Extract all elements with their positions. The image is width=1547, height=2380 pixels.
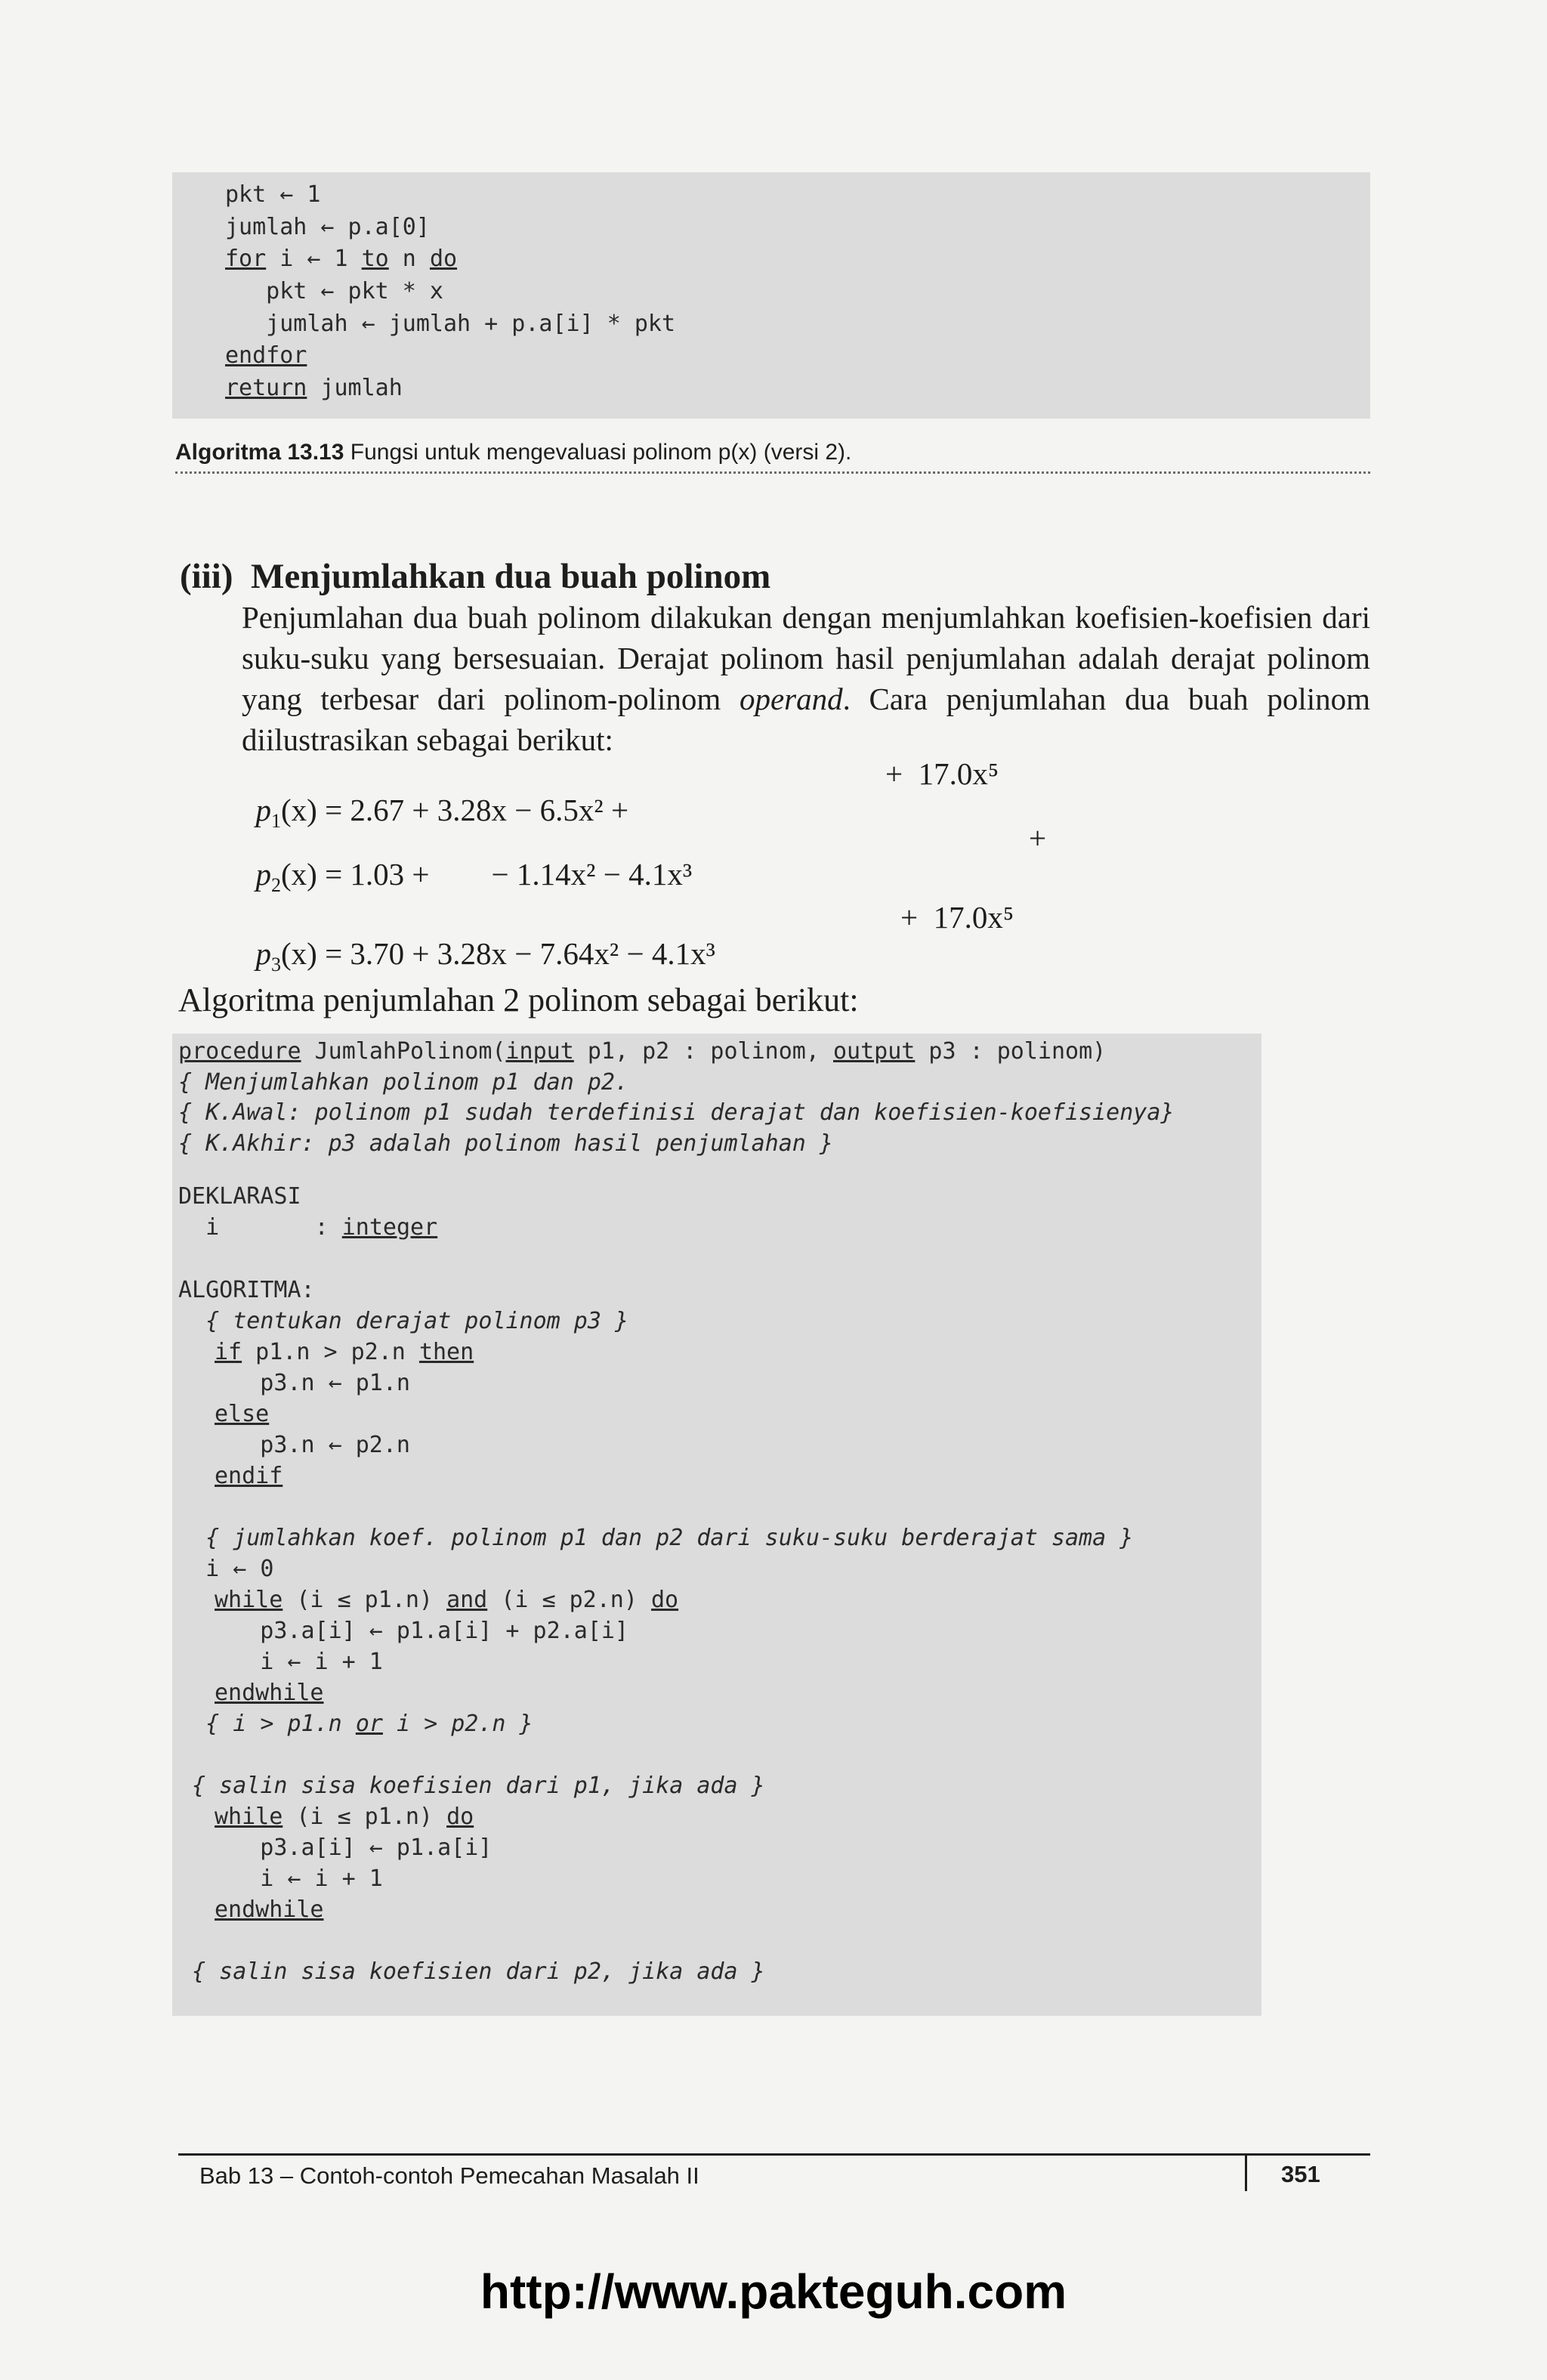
code-text: p1, p2 : polinom, — [573, 1038, 833, 1065]
keyword-and: and — [446, 1587, 488, 1613]
algorithm-13-13-caption — [175, 440, 1370, 474]
comment-line: { K.Akhir: p3 adalah polinom hasil penjumlahan } — [178, 1130, 833, 1157]
code-line: p3.a[i] ← p1.a[i] — [192, 1834, 493, 1861]
footer-chapter: Bab 13 – Contoh-contoh Pemecahan Masalah II — [199, 2162, 699, 2189]
comment-line: { salin sisa koefisien dari p1, jika ada } — [178, 1773, 765, 1799]
eq-rhs: = 1.03 + − 1.14x² − 4.1x³ — [317, 857, 693, 892]
section-heading: (iii) Menjumlahkan dua buah polinom — [180, 557, 771, 596]
code-line — [215, 1337, 474, 1368]
keyword-while: while — [215, 1804, 283, 1830]
code-line: p3.n ← p1.n — [192, 1370, 410, 1396]
comment-line: { jumlahkan koef. polinom p1 dan p2 dari suku-suku berderajat sama } — [178, 1525, 1134, 1551]
code-line: i ← 0 — [178, 1556, 274, 1582]
comment-text: i > p2.n } — [382, 1711, 533, 1737]
code-line: pkt ← 1 — [225, 181, 321, 208]
keyword-to: to — [361, 246, 389, 272]
comment-line: { Menjumlahkan polinom p1 dan p2. — [178, 1069, 629, 1096]
keyword-or: or — [355, 1711, 383, 1737]
eq-rhs: = 2.67 + 3.28x − 6.5x² + — [317, 793, 629, 827]
code-line — [215, 1585, 678, 1615]
code-line: jumlah ← p.a[0] — [225, 214, 430, 240]
keyword-while: while — [215, 1587, 283, 1613]
footer-divider — [1245, 2155, 1247, 2191]
section-paragraph — [242, 597, 1370, 760]
code-line: p3.a[i] ← p1.a[i] + p2.a[i] — [192, 1618, 628, 1644]
eq-subscript: 3 — [271, 954, 281, 976]
equation-p3-tail: + 17.0x⁵ — [900, 900, 1014, 935]
comment-line: { salin sisa koefisien dari p2, jika ada } — [178, 1958, 765, 1985]
keyword-for: for — [225, 246, 267, 272]
code-text: p1.n > p2.n — [242, 1339, 419, 1365]
code-line: i ← i + 1 — [192, 1649, 383, 1675]
keyword-input: input — [505, 1038, 574, 1065]
eq-subscript: 2 — [271, 874, 281, 897]
comment-line — [178, 1709, 533, 1739]
code-line: else — [215, 1401, 270, 1427]
eq-rhs: = 3.70 + 3.28x − 7.64x² − 4.1x³ — [317, 936, 715, 971]
code-line — [178, 1213, 437, 1243]
keyword-return: return — [225, 375, 307, 401]
code-line: pkt ← pkt * x — [225, 278, 443, 304]
code-text: (i ≤ p1.n) — [283, 1587, 447, 1613]
keyword-do: do — [651, 1587, 679, 1613]
caption-text: Fungsi untuk mengevaluasi polinom p(x) (versi 2). — [350, 440, 852, 465]
code-line: i ← i + 1 — [192, 1865, 383, 1892]
keyword-procedure: procedure — [178, 1038, 301, 1065]
code-line: p3.n ← p2.n — [192, 1432, 410, 1458]
code-line: endfor — [225, 342, 307, 369]
code-line: DEKLARASI — [178, 1183, 301, 1210]
keyword-do: do — [446, 1804, 474, 1830]
eq-symbol: p — [255, 793, 271, 827]
comment-line: { K.Awal: polinom p1 sudah terdefinisi derajat dan koefisien-koefisienya} — [178, 1099, 1175, 1126]
eq-symbol: p — [255, 857, 271, 892]
code-text: p3 : polinom) — [915, 1038, 1107, 1065]
paragraph-text: . Cara penjumlahan dua buah polinom diilustrasikan sebagai berikut: — [242, 682, 1371, 757]
code-line — [178, 1037, 1106, 1067]
code-text: i : — [178, 1214, 342, 1241]
code-text: (i ≤ p2.n) — [487, 1587, 651, 1613]
code-line: ALGORITMA: — [178, 1277, 315, 1303]
code-text: n — [388, 246, 430, 272]
equation-p1-tail: + 17.0x⁵ — [885, 756, 999, 791]
comment-line: { tentukan derajat polinom p3 } — [178, 1308, 629, 1334]
intro-algorithm-text: Algoritma penjumlahan 2 polinom sebagai berikut: — [178, 981, 859, 1018]
code-line: endwhile — [215, 1680, 324, 1706]
code-text: jumlah — [307, 375, 403, 401]
code-line: endif — [215, 1463, 283, 1489]
code-text: i ← 1 — [266, 246, 362, 272]
code-line — [225, 373, 403, 403]
eq-var: (x) — [281, 857, 317, 892]
caption-label: Algoritma 13.13 — [175, 440, 344, 465]
paragraph-text: Penjumlahan dua buah polinom dilakukan dengan menjumlahkan koefisien-koefisien dari suku-suku yang bersesuaian. Derajat polinom hasil penjumlahan adalah derajat polinom yang terbesar dari polinom-polinom — [242, 600, 1370, 716]
code-line: jumlah ← jumlah + p.a[i] * pkt — [225, 311, 676, 337]
code-text: (i ≤ p1.n) — [283, 1804, 447, 1830]
page-number: 351 — [1281, 2161, 1320, 2187]
keyword-integer: integer — [341, 1214, 438, 1241]
equation-p2-tail: + — [1029, 821, 1047, 855]
code-text: JumlahPolinom( — [301, 1038, 506, 1065]
comment-text: { i > p1.n — [178, 1711, 356, 1737]
code-line: endwhile — [215, 1896, 324, 1923]
keyword-then: then — [418, 1339, 474, 1365]
code-line — [215, 1802, 474, 1832]
watermark-url: http://www.pakteguh.com — [480, 2264, 1067, 2319]
equation-p3 — [240, 899, 715, 976]
eq-var: (x) — [281, 793, 317, 827]
equation-p2 — [240, 820, 692, 897]
code-line — [225, 244, 457, 274]
keyword-if: if — [215, 1339, 242, 1365]
eq-symbol: p — [255, 936, 271, 971]
keyword-do: do — [429, 246, 458, 272]
eq-var: (x) — [281, 936, 317, 971]
footer-rule — [178, 2153, 1370, 2156]
eq-subscript: 1 — [271, 810, 281, 833]
paragraph-italic: operand — [739, 682, 843, 716]
keyword-output: output — [832, 1038, 916, 1065]
